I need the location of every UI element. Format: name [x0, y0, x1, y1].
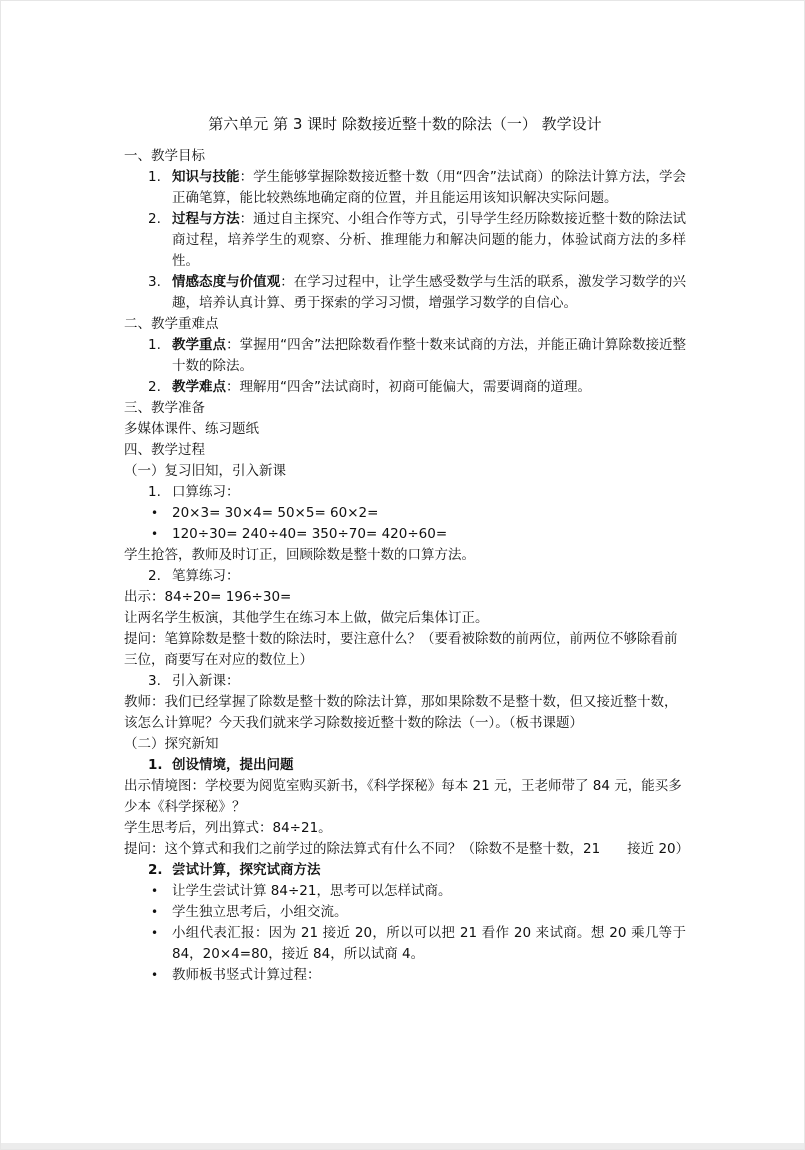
step-text: 创设情境，提出问题 — [172, 757, 294, 773]
item-text: ：掌握用“四舍”法把除数看作整十数来试商的方法，并能正确计算除数接近整十数的除法。 — [172, 337, 686, 374]
list-item-text: 120÷30= 240÷40= 350÷70= 420÷60= — [172, 526, 448, 542]
objective-item — [124, 167, 686, 209]
item-number: 1. — [148, 757, 163, 773]
item-number: 3. — [148, 274, 161, 290]
paragraph: 出示情境图：学校要为阅览室购买新书，《科学探秘》每本 21 元，王老师带了 84 元，能买多少本《科学探秘》？ — [124, 778, 682, 815]
paragraph: 出示：84÷20= 196÷30= — [124, 589, 292, 605]
section-heading-preparation: 三、教学准备 — [124, 400, 205, 416]
item-number: 1. — [148, 169, 161, 185]
subsection-heading-review: （一）复习旧知，引入新课 — [124, 463, 286, 479]
item-number: 2. — [148, 211, 161, 227]
list-item-text: 小组代表汇报：因为 21 接近 20，所以可以把 21 看作 20 来试商。想 20 乘几等于 84，20×4=80，接近 84，所以试商 4。 — [172, 925, 686, 962]
list-item — [124, 902, 686, 923]
list-item — [124, 965, 686, 986]
step-heading — [124, 482, 686, 503]
bullet-icon: • — [151, 506, 159, 520]
list-item — [124, 524, 686, 545]
bullet-icon: • — [151, 905, 159, 919]
bullet-icon: • — [151, 527, 159, 541]
paragraph: 让两名学生板演，其他学生在练习本上做，做完后集体订正。 — [124, 610, 489, 626]
page-bottom-band — [1, 1143, 804, 1149]
subsection-heading-explore: （二）探究新知 — [124, 736, 219, 752]
step-text: 笔算练习： — [172, 568, 240, 584]
section-heading-process: 四、教学过程 — [124, 442, 205, 458]
key-point-item — [124, 377, 686, 398]
step-heading — [124, 755, 686, 776]
section-heading-key-points: 二、教学重难点 — [124, 316, 219, 332]
page-title: 第六单元 第 3 课时 除数接近整十数的除法（一） 教学设计 — [208, 115, 602, 133]
key-point-item — [124, 335, 686, 377]
item-number: 3. — [148, 673, 161, 689]
preparation-text: 多媒体课件、练习题纸 — [124, 421, 259, 437]
paragraph: 学生思考后，列出算式：84÷21。 — [124, 820, 332, 836]
item-label: 教学难点 — [172, 379, 226, 395]
item-label: 教学重点 — [172, 337, 227, 353]
paragraph: 提问：这个算式和我们之前学过的除法算式有什么不同？（除数不是整十数，21 接近 20） — [124, 841, 690, 857]
item-number: 1. — [148, 337, 161, 353]
list-item — [124, 923, 686, 965]
document-content — [124, 113, 690, 986]
objective-item — [124, 209, 686, 272]
bullet-icon: • — [151, 968, 159, 982]
item-text: ：理解用“四舍”法试商时，初商可能偏大，需要调商的道理。 — [226, 379, 591, 395]
list-item-text: 让学生尝试计算 84÷21，思考可以怎样试商。 — [172, 883, 452, 899]
item-label: 知识与技能 — [172, 169, 240, 185]
step-text: 口算练习： — [172, 484, 240, 500]
paragraph: 提问：笔算除数是整十数的除法时，要注意什么？（要看被除数的前两位，前两位不够除看前三位，商要写在对应的数位上） — [124, 631, 678, 668]
list-item — [124, 503, 686, 524]
item-text: ：通过自主探究、小组合作等方式，引导学生经历除数接近整十数的除法试商过程，培养学生的观察、分析、推理能力和解决问题的能力，体验试商方法的多样性。 — [172, 211, 687, 269]
list-item — [124, 881, 686, 902]
item-number: 2. — [148, 862, 163, 878]
bullet-icon: • — [151, 926, 159, 940]
list-item-text: 教师板书竖式计算过程： — [172, 967, 321, 983]
item-number: 1. — [148, 484, 161, 500]
item-number: 2. — [148, 379, 161, 395]
step-heading — [124, 860, 686, 881]
item-label: 过程与方法 — [172, 211, 240, 227]
step-heading — [124, 566, 686, 587]
step-text: 尝试计算，探究试商方法 — [172, 862, 321, 878]
step-heading — [124, 671, 686, 692]
paragraph: 学生抢答，教师及时订正，回顾除数是整十数的口算方法。 — [124, 547, 475, 563]
step-text: 引入新课： — [172, 673, 240, 689]
list-item-text: 20×3= 30×4= 50×5= 60×2= — [172, 505, 379, 521]
item-label: 情感态度与价值观 — [172, 274, 281, 290]
item-text: ：学生能够掌握除数接近整十数（用“四舍”法试商）的除法计算方法，学会正确笔算，能比较熟练地确定商的位置，并且能运用该知识解决实际问题。 — [172, 169, 686, 206]
section-heading-objectives: 一、教学目标 — [124, 148, 205, 164]
bullet-icon: • — [151, 884, 159, 898]
objective-item — [124, 272, 686, 314]
list-item-text: 学生独立思考后，小组交流。 — [172, 904, 348, 920]
paragraph: 教师：我们已经掌握了除数是整十数的除法计算，那如果除数不是整十数，但又接近整十数，该怎么计算呢？今天我们就来学习除数接近整十数的除法（一）。（板书课题） — [124, 694, 678, 731]
item-text: ：在学习过程中，让学生感受数学与生活的联系，激发学习数学的兴趣，培养认真计算、勇于探索的学习习惯，增强学习数学的自信心。 — [172, 274, 687, 311]
item-number: 2. — [148, 568, 161, 584]
